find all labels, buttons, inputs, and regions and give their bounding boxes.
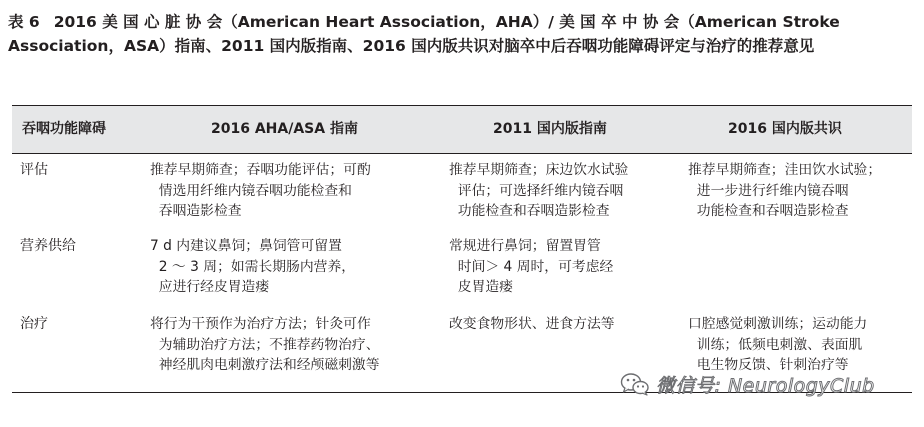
row-label-assessment: 评估 bbox=[20, 162, 48, 178]
cell-assessment-2011: 推荐早期筛查；床边饮水试验 评估；可选择纤维内镜吞咽 功能检查和吞咽造影检查 bbox=[449, 162, 629, 219]
cell-assessment-2016: 推荐早期筛查；洼田饮水试验； 进一步进行纤维内镜吞咽 功能检查和吞咽造影检查 bbox=[688, 162, 882, 219]
table-caption-text: 2016 美 国 心 脏 协 会（American Heart Association，AHA）/ 美 国 卒 中 协 会（American Stroke Association，ASA）指南、2011 国内版指南、2016 国内版共识对脑卒中后吞咽功能障碍评定与治疗的推荐意见 bbox=[8, 13, 840, 55]
cell-treatment-2016: 口腔感觉刺激训练；运动能力 训练；低频电刺激、表面肌 电生物反馈、针刺治疗等 bbox=[688, 316, 868, 373]
cell-nutrition-aha-asa: 7 d 内建议鼻饲；鼻饲管可留置 2 ～ 3 周；如需长期肠内营养， 应进行经皮胃造瘘 bbox=[150, 238, 356, 295]
row-label-nutrition: 营养供给 bbox=[20, 238, 76, 254]
cell-assessment-aha-asa: 推荐早期筛查；吞咽功能评估；可酌 情选用纤维内镜吞咽功能检查和 吞咽造影检查 bbox=[150, 162, 371, 219]
header-aha-asa-2016: 2016 AHA/ASA 指南 bbox=[211, 121, 358, 137]
row-label-treatment: 治疗 bbox=[20, 316, 48, 332]
wechat-icon bbox=[620, 371, 650, 397]
cell-nutrition-2011: 常规进行鼻饲；留置胃管 时间＞ 4 周时，可考虑经 皮胃造瘘 bbox=[449, 238, 614, 295]
watermark bbox=[620, 370, 875, 398]
cell-treatment-2011: 改变食物形状、进食方法等 bbox=[449, 316, 615, 332]
cell-treatment-aha-asa: 将行为干预作为治疗方法；针灸可作 为辅助治疗方法；不推荐药物治疗、 神经肌肉电刺激疗法和经颅磁刺激等 bbox=[150, 316, 380, 373]
header-domestic-guideline-2011: 2011 国内版指南 bbox=[493, 121, 607, 137]
watermark-text: 微信号: NeurologyClub bbox=[656, 374, 875, 397]
table-caption-label: 表 6 bbox=[8, 13, 40, 31]
table-caption bbox=[8, 10, 918, 58]
header-dysphagia: 吞咽功能障碍 bbox=[22, 121, 106, 137]
header-domestic-consensus-2016: 2016 国内版共识 bbox=[728, 121, 842, 137]
